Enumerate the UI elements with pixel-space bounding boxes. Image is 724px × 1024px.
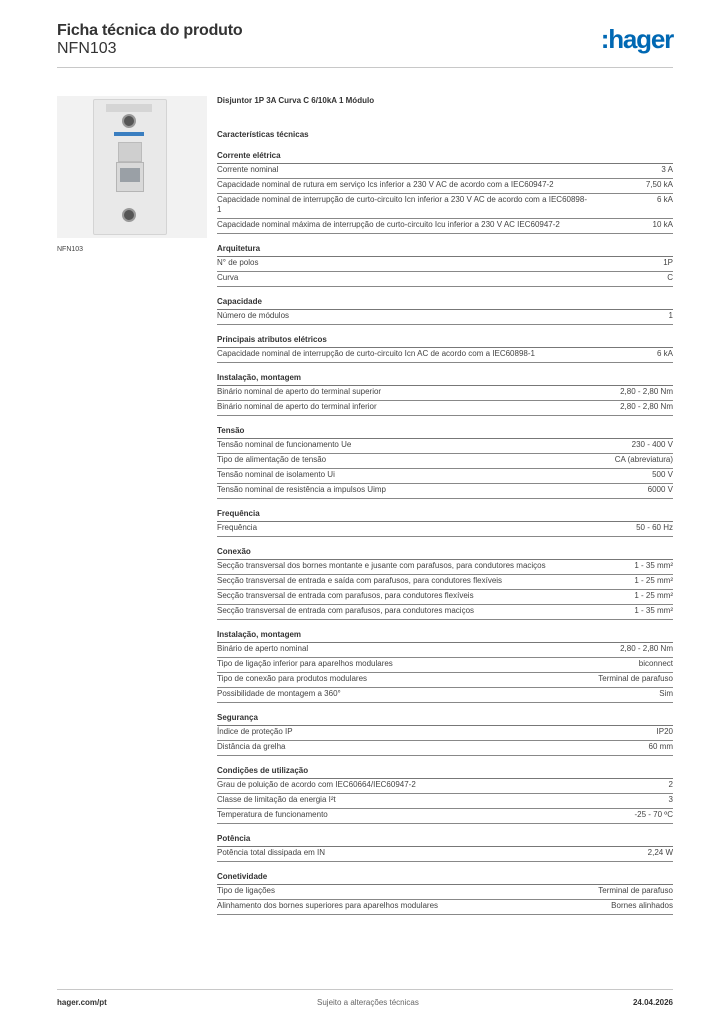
- spec-label: Tipo de ligação inferior para aparelhos modulares: [217, 659, 393, 668]
- spec-section: [217, 335, 673, 363]
- spec-label: Temperatura de funcionamento: [217, 810, 328, 819]
- spec-value: Sim: [659, 689, 673, 698]
- spec-row: [217, 469, 673, 484]
- spec-row: [217, 643, 673, 658]
- spec-row: [217, 673, 673, 688]
- spec-row: [217, 454, 673, 469]
- spec-value: 2,24 W: [647, 848, 673, 857]
- spec-label: Secção transversal de entrada com parafusos, para condutores maciços: [217, 606, 475, 615]
- spec-label: Tensão nominal de funcionamento Ue: [217, 440, 352, 449]
- spec-row: [217, 219, 673, 234]
- spec-value: 10 kA: [652, 220, 673, 229]
- spec-value: 1 - 25 mm²: [634, 576, 673, 585]
- spec-label: Capacidade nominal de interrupção de curto-circuito Icn inferior a 230 V AC de acordo com a IEC60898-1: [217, 195, 587, 214]
- spec-label: Secção transversal de entrada e saída com parafusos, para condutores flexíveis: [217, 576, 503, 585]
- spec-row: [217, 809, 673, 824]
- section-title: Segurança: [217, 713, 673, 726]
- spec-row: [217, 900, 673, 915]
- spec-label: Classe de limitação da energia I²t: [217, 795, 336, 804]
- spec-label: Índice de proteção IP: [217, 727, 293, 736]
- spec-label: Tipo de ligações: [217, 886, 275, 895]
- spec-label: Grau de poluição de acordo com IEC60664/IEC60947-2: [217, 780, 416, 789]
- spec-section: [217, 834, 673, 862]
- spec-label: Capacidade nominal máxima de interrupção de curto-circuito Icu inferior a 230 V AC IEC60947-2: [217, 220, 560, 229]
- document-subtitle: NFN103: [57, 40, 117, 57]
- spec-value: Terminal de parafuso: [598, 674, 673, 683]
- spec-row: [217, 658, 673, 673]
- spec-label: Secção transversal dos bornes montante e jusante com parafusos, para condutores maciços: [217, 561, 546, 570]
- spec-row: [217, 794, 673, 809]
- spec-section: [217, 630, 673, 703]
- spec-row: [217, 688, 673, 703]
- spec-label: Potência total dissipada em IN: [217, 848, 326, 857]
- spec-row: [217, 605, 673, 620]
- spec-row: [217, 179, 673, 194]
- product-image-caption: NFN103: [57, 246, 84, 253]
- spec-row: [217, 194, 673, 219]
- spec-label: Alinhamento dos bornes superiores para aparelhos modulares: [217, 901, 439, 910]
- spec-row: [217, 779, 673, 794]
- spec-row: [217, 257, 673, 272]
- section-title: Corrente elétrica: [217, 151, 673, 164]
- spec-value: 500 V: [652, 470, 673, 479]
- spec-row: [217, 484, 673, 499]
- section-title: Instalação, montagem: [217, 630, 673, 643]
- spec-value: 1 - 35 mm²: [634, 561, 673, 570]
- spec-section: [217, 713, 673, 756]
- spec-label: Tipo de alimentação de tensão: [217, 455, 327, 464]
- spec-label: Número de módulos: [217, 311, 290, 320]
- section-title: Arquitetura: [217, 244, 673, 257]
- spec-label: Distância da grelha: [217, 742, 286, 751]
- spec-section: [217, 151, 673, 234]
- spec-value: 1: [668, 311, 673, 320]
- spec-value: 1P: [663, 258, 673, 267]
- spec-sections: [217, 151, 673, 915]
- spec-label: Binário nominal de aperto do terminal inferior: [217, 402, 377, 411]
- spec-value: CA (abreviatura): [614, 455, 673, 464]
- spec-section: [217, 426, 673, 499]
- spec-value: IP20: [656, 727, 673, 736]
- section-title: Tensão: [217, 426, 673, 439]
- spec-row: [217, 590, 673, 605]
- spec-value: 50 - 60 Hz: [636, 523, 673, 532]
- spec-section: [217, 547, 673, 620]
- spec-row: [217, 726, 673, 741]
- spec-row: [217, 847, 673, 862]
- page-footer: [57, 989, 673, 1019]
- spec-label: Curva: [217, 273, 239, 282]
- spec-row: [217, 348, 673, 363]
- spec-value: 3: [668, 795, 673, 804]
- footer-date: 24.04.2026: [632, 998, 673, 1007]
- spec-value: 1 - 25 mm²: [634, 591, 673, 600]
- section-title: Instalação, montagem: [217, 373, 673, 386]
- spec-label: Tipo de conexão para produtos modulares: [217, 674, 368, 683]
- spec-value: C: [667, 273, 673, 282]
- spec-section: [217, 244, 673, 287]
- spec-section: [217, 373, 673, 416]
- spec-row: [217, 439, 673, 454]
- spec-label: Binário de aperto nominal: [217, 644, 309, 653]
- spec-value: biconnect: [638, 659, 673, 668]
- spec-label: Tensão nominal de resistência a impulsos Uimp: [217, 485, 386, 494]
- spec-label: Tensão nominal de isolamento Ui: [217, 470, 335, 479]
- spec-row: [217, 560, 673, 575]
- spec-content: [217, 96, 673, 925]
- hager-logo: :hager: [600, 24, 673, 54]
- product-name: Disjuntor 1P 3A Curva C 6/10kA 1 Módulo: [217, 96, 375, 105]
- section-title: Frequência: [217, 509, 673, 522]
- section-title: Potência: [217, 834, 673, 847]
- technical-characteristics-heading: Características técnicas: [217, 130, 309, 139]
- spec-row: [217, 885, 673, 900]
- circuit-breaker-illustration: [93, 99, 167, 235]
- spec-value: 1 - 35 mm²: [634, 606, 673, 615]
- spec-value: 2,80 - 2,80 Nm: [620, 644, 673, 653]
- spec-row: [217, 272, 673, 287]
- spec-row: [217, 310, 673, 325]
- spec-label: Binário nominal de aperto do terminal superior: [217, 387, 382, 396]
- spec-value: 6 kA: [656, 349, 673, 358]
- spec-label: N° de polos: [217, 258, 259, 267]
- spec-value: Bornes alinhados: [611, 901, 673, 910]
- section-title: Principais atributos elétricos: [217, 335, 673, 348]
- spec-label: Possibilidade de montagem a 360°: [217, 689, 341, 698]
- spec-value: 2,80 - 2,80 Nm: [620, 387, 673, 396]
- spec-row: [217, 401, 673, 416]
- spec-row: [217, 741, 673, 756]
- spec-section: [217, 766, 673, 824]
- spec-value: Terminal de parafuso: [598, 886, 673, 895]
- spec-value: 2,80 - 2,80 Nm: [620, 402, 673, 411]
- section-title: Conexão: [217, 547, 673, 560]
- spec-value: 6 kA: [656, 195, 673, 204]
- spec-section: [217, 297, 673, 325]
- spec-value: 6000 V: [647, 485, 673, 494]
- spec-value: 60 mm: [648, 742, 673, 751]
- spec-label: Corrente nominal: [217, 165, 279, 174]
- spec-value: -25 - 70 ºC: [634, 810, 673, 819]
- spec-section: [217, 509, 673, 537]
- section-title: Capacidade: [217, 297, 673, 310]
- spec-row: [217, 522, 673, 537]
- section-title: Condições de utilização: [217, 766, 673, 779]
- spec-row: [217, 386, 673, 401]
- spec-section: [217, 872, 673, 915]
- spec-label: Frequência: [217, 523, 258, 532]
- spec-label: Secção transversal de entrada com parafusos, para condutores flexíveis: [217, 591, 474, 600]
- page-header: [57, 20, 673, 68]
- footer-website-link[interactable]: hager.com/pt: [57, 998, 107, 1007]
- spec-row: [217, 575, 673, 590]
- spec-value: 2: [668, 780, 673, 789]
- document-title: Ficha técnica do produto: [57, 22, 243, 39]
- spec-value: 230 - 400 V: [631, 440, 673, 449]
- spec-value: 7,50 kA: [645, 180, 673, 189]
- spec-label: Capacidade nominal de rutura em serviço Ics inferior a 230 V AC de acordo com a IEC60947-2: [217, 180, 554, 189]
- spec-value: 3 A: [661, 165, 673, 174]
- spec-row: [217, 164, 673, 179]
- spec-label: Capacidade nominal de interrupção de curto-circuito Icn AC de acordo com a IEC60898-1: [217, 349, 535, 358]
- product-image: [57, 96, 207, 238]
- footer-notice: Sujeito a alterações técnicas: [317, 998, 419, 1007]
- section-title: Conetividade: [217, 872, 673, 885]
